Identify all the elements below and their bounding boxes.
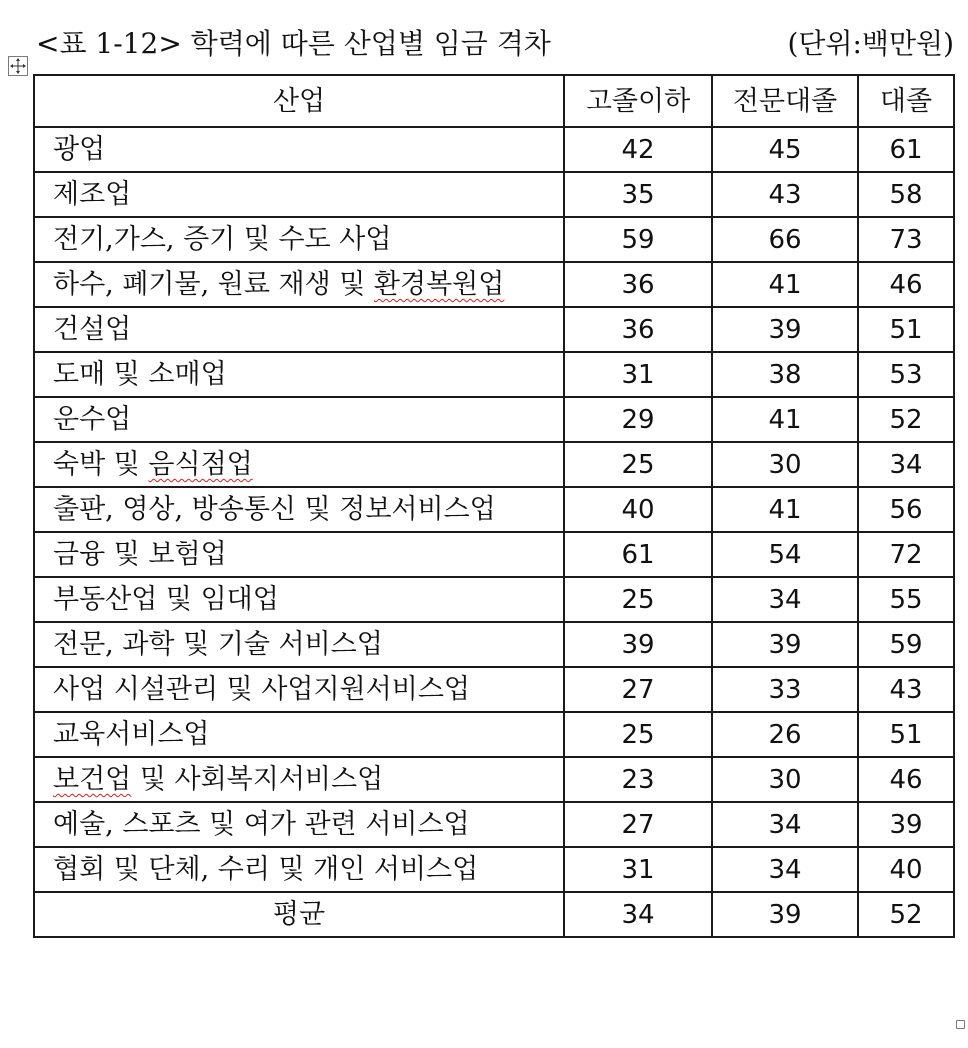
college-wage-cell: 30	[712, 757, 858, 802]
header-industry: 산업	[34, 75, 564, 127]
table-row	[34, 487, 954, 532]
university-wage-cell: 51	[858, 712, 954, 757]
table-resize-handle[interactable]	[956, 1020, 965, 1029]
college-wage-cell: 39	[712, 622, 858, 667]
table-row	[34, 172, 954, 217]
industry-cell: 금융 및 보험업	[34, 532, 564, 577]
highschool-wage-cell: 39	[564, 622, 712, 667]
spellcheck-mark: 보건업	[53, 764, 132, 795]
industry-cell: 전문, 과학 및 기술 서비스업	[34, 622, 564, 667]
spellcheck-mark: 음식점업	[148, 449, 253, 480]
industry-cell: 광업	[34, 127, 564, 172]
table-move-handle-icon[interactable]	[8, 56, 28, 76]
table-row	[34, 532, 954, 577]
table-row	[34, 352, 954, 397]
university-wage-cell: 46	[858, 757, 954, 802]
table-body	[34, 127, 954, 937]
university-wage-cell: 59	[858, 622, 954, 667]
university-wage-cell: 53	[858, 352, 954, 397]
college-wage-cell: 43	[712, 172, 858, 217]
college-wage-cell: 33	[712, 667, 858, 712]
college-wage-cell: 66	[712, 217, 858, 262]
university-wage-cell: 61	[858, 127, 954, 172]
highschool-wage-cell: 29	[564, 397, 712, 442]
industry-cell: 부동산업 및 임대업	[34, 577, 564, 622]
industry-cell: 교육서비스업	[34, 712, 564, 757]
highschool-wage-cell: 36	[564, 262, 712, 307]
industry-cell: 건설업	[34, 307, 564, 352]
industry-cell: 보건업 및 사회복지서비스업	[34, 757, 564, 802]
university-wage-cell: 55	[858, 577, 954, 622]
college-wage-cell: 39	[712, 307, 858, 352]
table-row	[34, 622, 954, 667]
university-wage-cell: 56	[858, 487, 954, 532]
university-wage-cell: 58	[858, 172, 954, 217]
table-row	[34, 757, 954, 802]
industry-cell: 예술, 스포츠 및 여가 관련 서비스업	[34, 802, 564, 847]
average-highschool-cell: 34	[564, 892, 712, 937]
college-wage-cell: 34	[712, 802, 858, 847]
table-row	[34, 397, 954, 442]
college-wage-cell: 54	[712, 532, 858, 577]
table-row	[34, 307, 954, 352]
header-university: 대졸	[858, 75, 954, 127]
highschool-wage-cell: 42	[564, 127, 712, 172]
highschool-wage-cell: 23	[564, 757, 712, 802]
highschool-wage-cell: 25	[564, 577, 712, 622]
move-arrows-icon	[9, 57, 27, 75]
average-college-cell: 39	[712, 892, 858, 937]
industry-cell: 제조업	[34, 172, 564, 217]
highschool-wage-cell: 25	[564, 442, 712, 487]
header-college: 전문대졸	[712, 75, 858, 127]
college-wage-cell: 30	[712, 442, 858, 487]
highschool-wage-cell: 27	[564, 667, 712, 712]
header-highschool: 고졸이하	[564, 75, 712, 127]
highschool-wage-cell: 36	[564, 307, 712, 352]
university-wage-cell: 72	[858, 532, 954, 577]
college-wage-cell: 41	[712, 262, 858, 307]
average-row	[34, 892, 954, 937]
university-wage-cell: 39	[858, 802, 954, 847]
university-wage-cell: 51	[858, 307, 954, 352]
table-row	[34, 712, 954, 757]
table-row	[34, 667, 954, 712]
highschool-wage-cell: 35	[564, 172, 712, 217]
average-university-cell: 52	[858, 892, 954, 937]
industry-cell: 협회 및 단체, 수리 및 개인 서비스업	[34, 847, 564, 892]
table-header-row	[34, 75, 954, 127]
spellcheck-mark: 환경복원업	[373, 269, 505, 300]
table-row	[34, 442, 954, 487]
highschool-wage-cell: 25	[564, 712, 712, 757]
college-wage-cell: 26	[712, 712, 858, 757]
table-caption-title: <표 1-12> 학력에 따른 산업별 임금 격차	[36, 27, 551, 60]
table-caption-unit: (단위:백만원)	[787, 27, 954, 60]
wage-gap-table[interactable]	[33, 74, 955, 938]
industry-cell: 운수업	[34, 397, 564, 442]
industry-cell: 전기,가스, 증기 및 수도 사업	[34, 217, 564, 262]
university-wage-cell: 40	[858, 847, 954, 892]
highschool-wage-cell: 31	[564, 352, 712, 397]
university-wage-cell: 43	[858, 667, 954, 712]
average-label-cell: 평균	[34, 892, 564, 937]
industry-cell: 하수, 폐기물, 원료 재생 및 환경복원업	[34, 262, 564, 307]
table-row	[34, 217, 954, 262]
college-wage-cell: 34	[712, 577, 858, 622]
highschool-wage-cell: 31	[564, 847, 712, 892]
industry-cell: 숙박 및 음식점업	[34, 442, 564, 487]
table-row	[34, 577, 954, 622]
college-wage-cell: 41	[712, 487, 858, 532]
college-wage-cell: 41	[712, 397, 858, 442]
industry-cell: 도매 및 소매업	[34, 352, 564, 397]
highschool-wage-cell: 40	[564, 487, 712, 532]
college-wage-cell: 34	[712, 847, 858, 892]
table-row	[34, 262, 954, 307]
university-wage-cell: 73	[858, 217, 954, 262]
table-row	[34, 802, 954, 847]
table-row	[34, 847, 954, 892]
highschool-wage-cell: 59	[564, 217, 712, 262]
college-wage-cell: 45	[712, 127, 858, 172]
university-wage-cell: 46	[858, 262, 954, 307]
university-wage-cell: 52	[858, 397, 954, 442]
university-wage-cell: 34	[858, 442, 954, 487]
table-row	[34, 127, 954, 172]
college-wage-cell: 38	[712, 352, 858, 397]
highschool-wage-cell: 27	[564, 802, 712, 847]
industry-cell: 사업 시설관리 및 사업지원서비스업	[34, 667, 564, 712]
industry-cell: 출판, 영상, 방송통신 및 정보서비스업	[34, 487, 564, 532]
highschool-wage-cell: 61	[564, 532, 712, 577]
